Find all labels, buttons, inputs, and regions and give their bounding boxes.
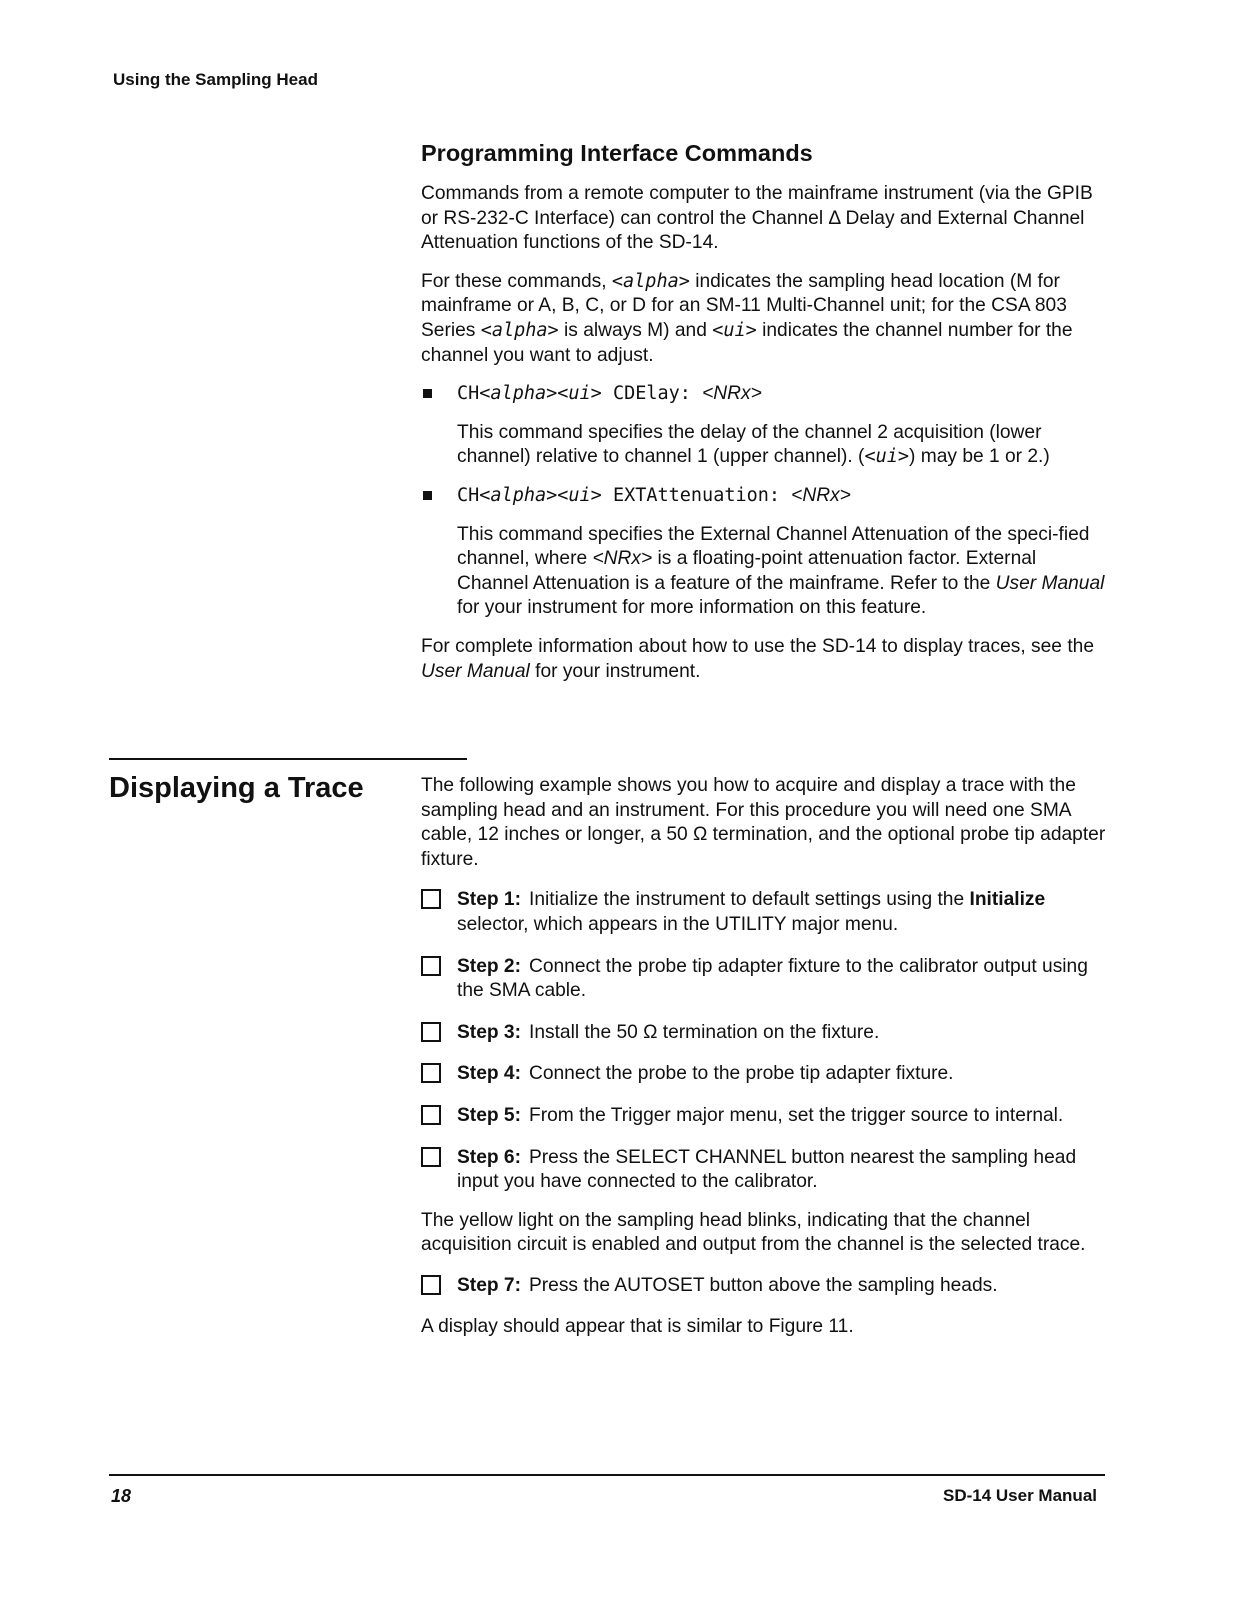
section-divider (109, 758, 467, 760)
text: For these commands, (421, 270, 612, 292)
step-2 (421, 955, 1111, 1004)
bullet-square-icon (423, 389, 432, 398)
code-var: <alpha><ui> (479, 484, 602, 506)
paragraph: Commands from a remote computer to the mainframe instrument (via the GPIB or RS-232-C Interface) can control the Channel Δ Delay and External Channel Attenuation functions of the SD-14. (421, 183, 1093, 254)
section-title: Displaying a Trace (109, 772, 364, 804)
step-1 (421, 888, 1111, 937)
code-var: <alpha><ui> (479, 383, 602, 405)
step-5 (421, 1104, 1111, 1129)
command-item (421, 382, 1111, 407)
checkbox-icon[interactable] (421, 889, 441, 909)
command-item (421, 484, 1111, 509)
step-label: Step 5: (457, 1104, 521, 1126)
step-label: Step 7: (457, 1274, 521, 1296)
paragraph: A display should appear that is similar to Figure 11. (421, 1315, 854, 1337)
code-var: <ui> (712, 319, 757, 341)
document-title: SD-14 User Manual (943, 1486, 1097, 1505)
code-var: <ui> (864, 446, 910, 468)
checkbox-icon[interactable] (421, 1022, 441, 1042)
code-var: <alpha> (480, 319, 559, 341)
step-label: Step 6: (457, 1146, 521, 1168)
code-arg: <NRx> (791, 484, 851, 506)
code-arg: <NRx> (702, 383, 762, 405)
code: CH (457, 383, 480, 405)
step-text: Install the 50 Ω termination on the fixture. (528, 1021, 880, 1043)
checkbox-icon[interactable] (421, 956, 441, 976)
checkbox-icon[interactable] (421, 1147, 441, 1167)
command-description (421, 523, 1111, 621)
manual-reference: User Manual (995, 572, 1105, 594)
step-3 (421, 1021, 1111, 1046)
checkbox-icon[interactable] (421, 1105, 441, 1125)
text: This command specifies the External Channel Attenuation of the speci-fied channel, where (457, 523, 1090, 570)
code: CDElay: (601, 383, 703, 405)
step-label: Step 4: (457, 1063, 521, 1085)
command-description (421, 421, 1111, 470)
text: indicates the channel number for the channel you want to adjust. (421, 319, 1073, 366)
paragraph: The yellow light on the sampling head blinks, indicating that the channel acquisition circuit is enabled and output from the channel is the selected trace. (421, 1209, 1086, 1256)
step-text: Press the SELECT CHANNEL button nearest the sampling head input you have connected to the calibrator. (457, 1146, 1077, 1193)
paragraph (421, 635, 1111, 684)
text: for your instrument. (529, 660, 701, 682)
step-label: Step 2: (457, 955, 521, 977)
code: CH (457, 484, 480, 506)
text: This command specifies the delay of the channel 2 acquisition (lower channel) relative to channel 1 (upper channel). ( (457, 421, 1042, 468)
displaying-trace-section (421, 774, 1111, 1339)
text: for your instrument for more information on this feature. (457, 597, 927, 619)
footer-divider (109, 1474, 1105, 1476)
checkbox-icon[interactable] (421, 1275, 441, 1295)
step-6 (421, 1146, 1111, 1195)
bullet-square-icon (423, 491, 432, 500)
text: is a floating-point attenuation factor. External Channel Attenuation is a feature of the mainframe. Refer to the (457, 548, 1037, 594)
text: ) may be 1 or 2.) (909, 446, 1050, 468)
step-text: Connect the probe to the probe tip adapter fixture. (528, 1063, 954, 1085)
step-4 (421, 1062, 1111, 1087)
selector-name: Initialize (969, 889, 1046, 911)
page-number: 18 (111, 1486, 132, 1506)
code: EXTAttenuation: (601, 484, 792, 506)
code-arg: <NRx> (592, 548, 653, 570)
paragraph: The following example shows you how to acquire and display a trace with the sampling head and an instrument. For this procedure you will need one SMA cable, 12 inches or longer, a 50 Ω termination, and the optional probe tip adapter fixture. (421, 775, 1106, 870)
step-7 (421, 1274, 1111, 1299)
running-head: Using the Sampling Head (113, 70, 318, 89)
text: is always M) and (558, 319, 713, 341)
step-label: Step 3: (457, 1021, 521, 1043)
manual-reference: User Manual (421, 660, 530, 682)
text: For complete information about how to use the SD-14 to display traces, see the (421, 635, 1094, 657)
step-text: From the Trigger major menu, set the trigger source to internal. (528, 1104, 1064, 1126)
step-text: Initialize the instrument to default settings using the (528, 889, 970, 911)
step-label: Step 1: (457, 889, 521, 911)
code-var: <alpha> (611, 270, 690, 292)
step-text: Press the AUTOSET button above the sampling heads. (528, 1274, 998, 1296)
paragraph (421, 270, 1111, 368)
step-text: selector, which appears in the UTILITY major menu. (457, 913, 899, 935)
text: indicates the sampling head location (M for mainframe or A, B, C, or D for an SM-11 Multi-Channel unit; for the CSA 803 Series (421, 270, 1067, 341)
section-heading: Programming Interface Commands (421, 140, 813, 166)
checkbox-icon[interactable] (421, 1063, 441, 1083)
programming-section (421, 138, 1111, 684)
step-text: Connect the probe tip adapter fixture to the calibrator output using the SMA cable. (457, 955, 1088, 1002)
